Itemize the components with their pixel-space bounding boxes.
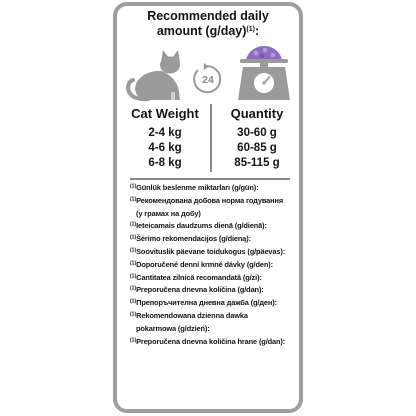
header-quantity: Quantity [230, 106, 284, 121]
cat-icon [128, 50, 180, 100]
header-cat-weight: Cat Weight [131, 106, 199, 121]
footnote-text: Rekomendowana dzienna dawka [136, 310, 248, 320]
icon-row [0, 0, 416, 110]
title-footnote-marker: (1) [246, 26, 255, 33]
footnote-marker: (1) [130, 183, 137, 190]
footnote-text: Cantitatea zilnică recomandată (g/zi): [136, 272, 262, 282]
footnote-text: Препоръчителна дневна дажба (g/ден): [136, 298, 277, 308]
footnote-lt [130, 233, 296, 246]
footnote-text: Günlük beslenme miktarları (g/gün): [136, 183, 259, 192]
footnote-marker: (1) [130, 285, 137, 292]
footnote-pl [130, 310, 296, 323]
clock-24-icon [194, 63, 220, 92]
footnote-text: Šėrimo rekomendacijos (g/dieną): [136, 234, 251, 244]
footnote-marker: (1) [130, 196, 137, 203]
footnote-marker: (1) [130, 234, 137, 241]
footnotes [130, 182, 296, 348]
footnote-marker: (1) [130, 337, 137, 344]
footnote-marker: (1) [130, 247, 137, 254]
footnote-marker: (1) [130, 311, 137, 318]
footnote-text: Preporučena dnevna količina (g/dan): [136, 285, 264, 295]
footnote-marker: (1) [130, 273, 137, 280]
footnote-et [130, 246, 296, 259]
scale-with-food-icon [238, 46, 290, 100]
row-2-quantity: 60-85 g [237, 142, 277, 154]
footnote-lv [130, 220, 296, 233]
title-line-2-text: amount (g/day) [156, 24, 247, 38]
footnote-text: Preporučena dnevna količina hrane (g/dan): [136, 336, 286, 346]
row-1-weight: 2-4 kg [148, 127, 182, 139]
footnote-pl-continuation: pokarmowa (g/dzień): [136, 323, 210, 333]
footnote-uk-continuation: (у грамах на добу) [136, 208, 201, 218]
title-suffix: : [254, 24, 260, 38]
footnote-marker: (1) [130, 260, 137, 267]
footnote-uk [130, 195, 296, 208]
table-column-divider [210, 104, 212, 172]
row-3-weight: 6-8 kg [148, 157, 182, 169]
footnote-text: Рекомендована добова норма годування [136, 195, 284, 205]
clock-label: 24 [202, 74, 214, 86]
footnote-text: Ieteicamais daudzums dienā (g/dienā): [136, 221, 267, 231]
footnote-cs [130, 259, 296, 272]
row-2-weight: 4-6 kg [148, 142, 182, 154]
footnote-hr [130, 284, 296, 297]
footnote-text: Soovituslik päevane toidukogus (g/päevas): [136, 246, 286, 256]
row-3-quantity: 85-115 g [234, 157, 280, 169]
footnote-bg [130, 297, 296, 310]
footnote-marker: (1) [130, 221, 137, 228]
row-1-quantity: 30-60 g [237, 127, 277, 139]
title-line-1: Recommended daily [147, 9, 269, 23]
footnote-marker: (1) [130, 298, 137, 305]
footnote-ro [130, 272, 296, 285]
footnote-sr [130, 336, 296, 349]
footnote-text: Doporučené denní krmné dávky (g/den): [136, 259, 273, 269]
footnote-tr [130, 182, 296, 195]
table-bottom-divider [130, 178, 290, 180]
